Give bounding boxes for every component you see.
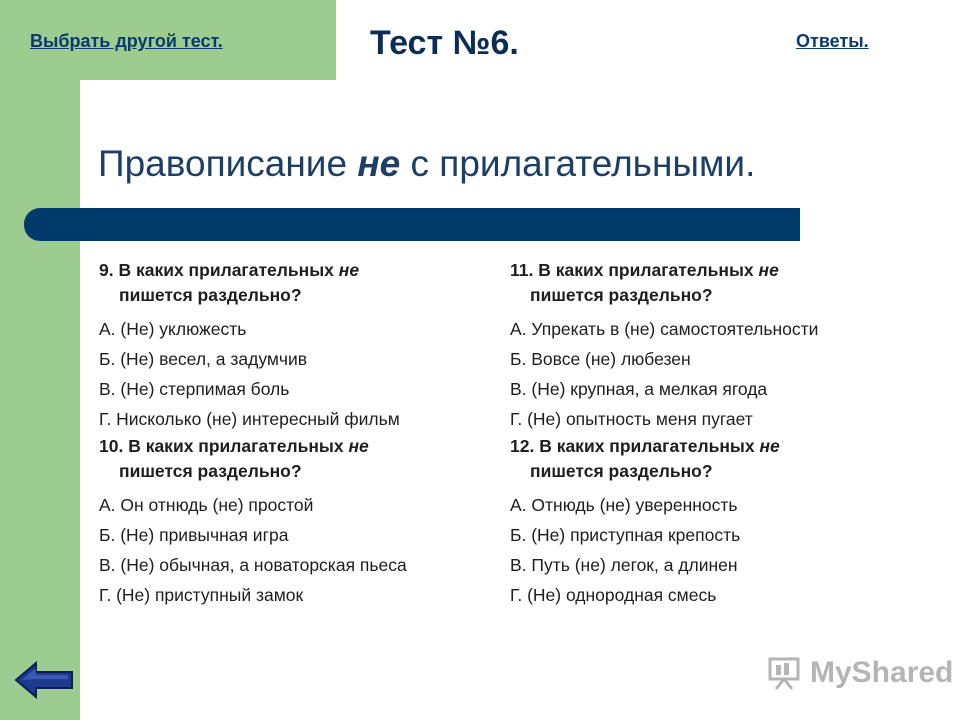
question-prefix: 9. В каких прилагательных [99,260,339,280]
question-text [510,434,930,484]
question-emphasis: не [348,436,369,456]
left-question-column [99,258,499,610]
answer-option[interactable]: А. Отнюдь (не) уверенность [510,495,738,515]
back-arrow-icon[interactable] [14,660,76,700]
question-prefix: 10. В каких прилагательных [99,436,349,456]
answer-option[interactable]: Г. (Не) приступный замок [99,585,304,605]
title-underline-bar [24,208,800,241]
answer-option[interactable]: Б. (Не) весел, а задумчив [99,349,308,369]
watermark-text: MyShared [810,656,954,689]
title-emphasis: не [357,143,401,184]
watermark-logo [766,655,953,691]
left-green-bar [0,0,80,720]
answer-option[interactable]: Б. (Не) привычная игра [99,525,289,545]
page-title [98,143,755,185]
answer-option[interactable]: А. Упрекать в (не) самостоятельности [510,319,819,339]
title-part-1: Правописание [98,143,358,184]
question-text [99,258,499,308]
answer-option[interactable]: Г. Нисколько (не) интересный фильм [99,409,400,429]
question-block-10 [99,434,499,610]
question-block-11 [510,258,930,434]
title-part-2: с прилагательными. [400,143,756,184]
answer-option[interactable]: Г. (Не) опытность меня пугает [510,409,753,429]
question-emphasis: не [758,260,779,280]
question-line2: пишется раздельно? [530,461,713,481]
answer-option[interactable]: Б. (Не) приступная крепость [510,525,741,545]
question-emphasis: не [338,260,360,280]
answer-option[interactable]: А. Он отнюдь (не) простой [99,495,314,515]
question-line2: пишется раздельно? [119,461,302,481]
right-question-column [510,258,930,610]
answers-link[interactable]: Ответы. [796,31,869,51]
question-emphasis: не [759,436,780,456]
question-block-9 [99,258,499,434]
question-line2: пишется раздельно? [530,285,713,305]
answer-option[interactable]: Б. Вовсе (не) любезен [510,349,691,369]
answer-option[interactable]: В. (Не) крупная, а мелкая ягода [510,379,768,399]
question-text [99,434,499,484]
test-title: Тест №6. [370,24,519,62]
answer-option[interactable]: В. Путь (не) легок, а длинен [510,555,738,575]
question-text [510,258,930,308]
answer-option[interactable]: А. (Не) уклюжесть [99,319,247,339]
question-prefix: 11. В каких прилагательных [510,260,759,280]
answer-option[interactable]: В. (Не) стерпимая боль [99,379,290,399]
presentation-board-icon [766,655,806,691]
answer-option[interactable]: Г. (Не) однородная смесь [510,585,717,605]
question-line2: пишется раздельно? [119,285,302,305]
answer-option[interactable]: В. (Не) обычная, а новаторская пьеса [99,555,407,575]
question-prefix: 12. В каких прилагательных [510,436,760,456]
question-block-12 [510,434,930,610]
choose-other-test-link[interactable]: Выбрать другой тест. [30,31,223,51]
